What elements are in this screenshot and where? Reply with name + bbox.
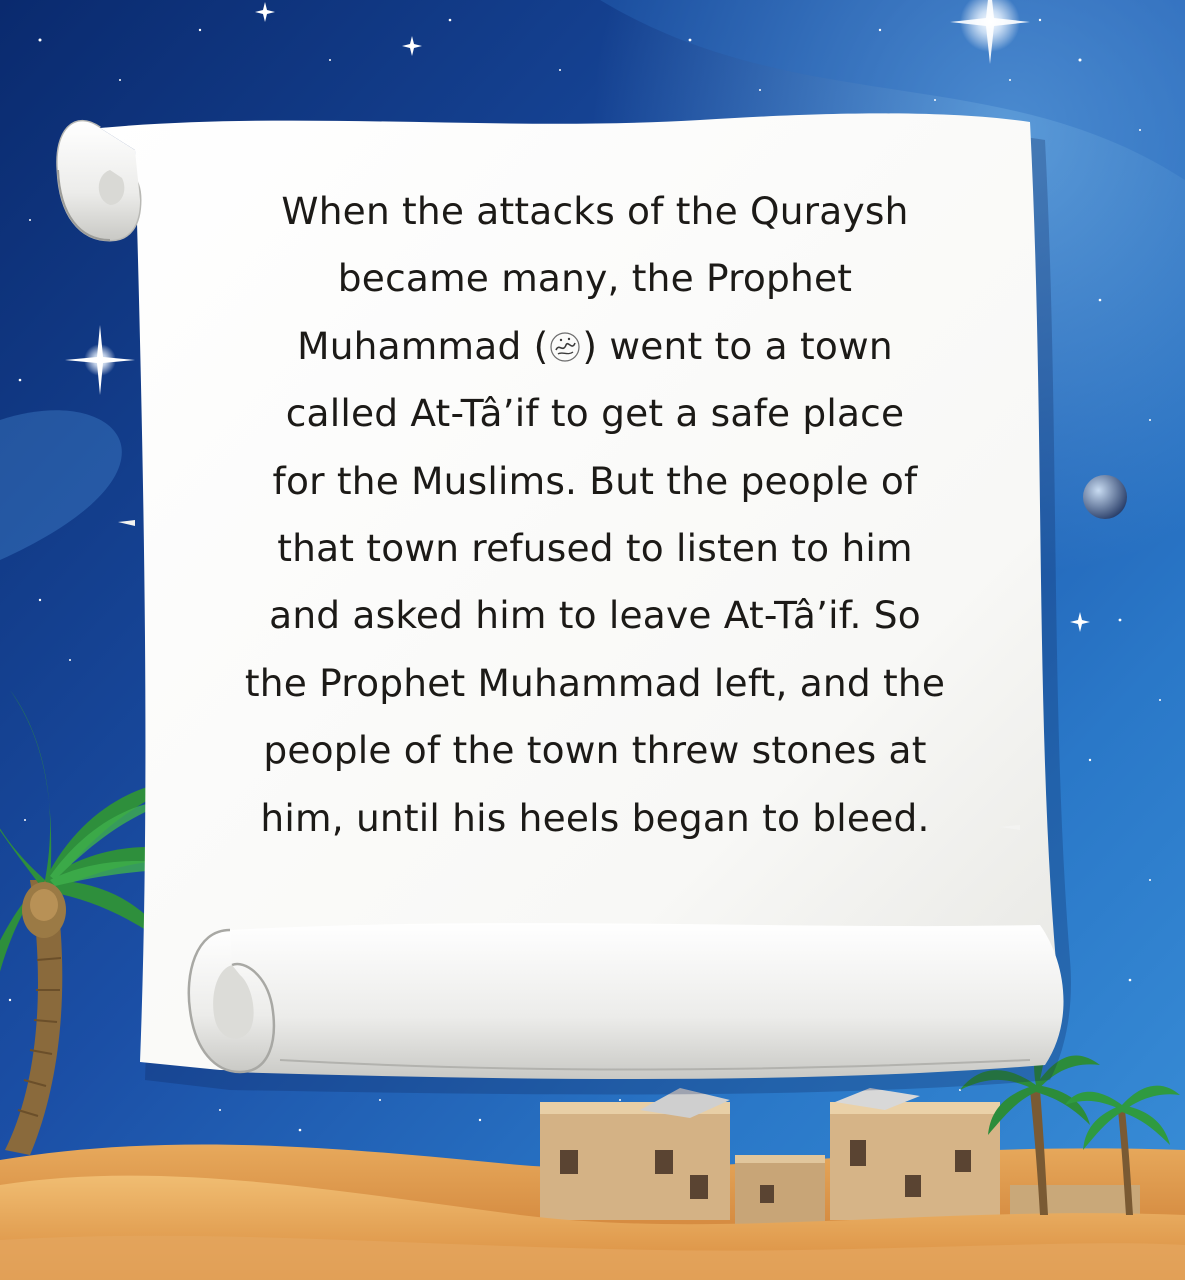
story-text [215, 178, 975, 852]
story-line-10: him, until his heels began to bleed. [260, 795, 930, 840]
story-line-5: for the Muslims. But the people of [272, 458, 918, 503]
story-line-4: called At-Tâ’if to get a safe place [285, 391, 905, 436]
calligraphy-seal-icon [549, 331, 581, 363]
story-line-3-end: ) went to a town [582, 323, 893, 368]
story-line-7: and asked him to leave At-Tâ’if. So [269, 593, 921, 638]
story-line-3 [215, 313, 975, 380]
story-line-9: people of the town threw stones at [263, 728, 927, 773]
story-line-2: became many, the Prophet [337, 256, 853, 301]
story-line-3-start: Muhammad ( [297, 323, 549, 368]
story-line-1: When the attacks of the Quraysh [281, 189, 909, 233]
story-line-6: that town refused to listen to him [277, 526, 913, 571]
story-line-8: the Prophet Muhammad left, and the [244, 660, 946, 705]
